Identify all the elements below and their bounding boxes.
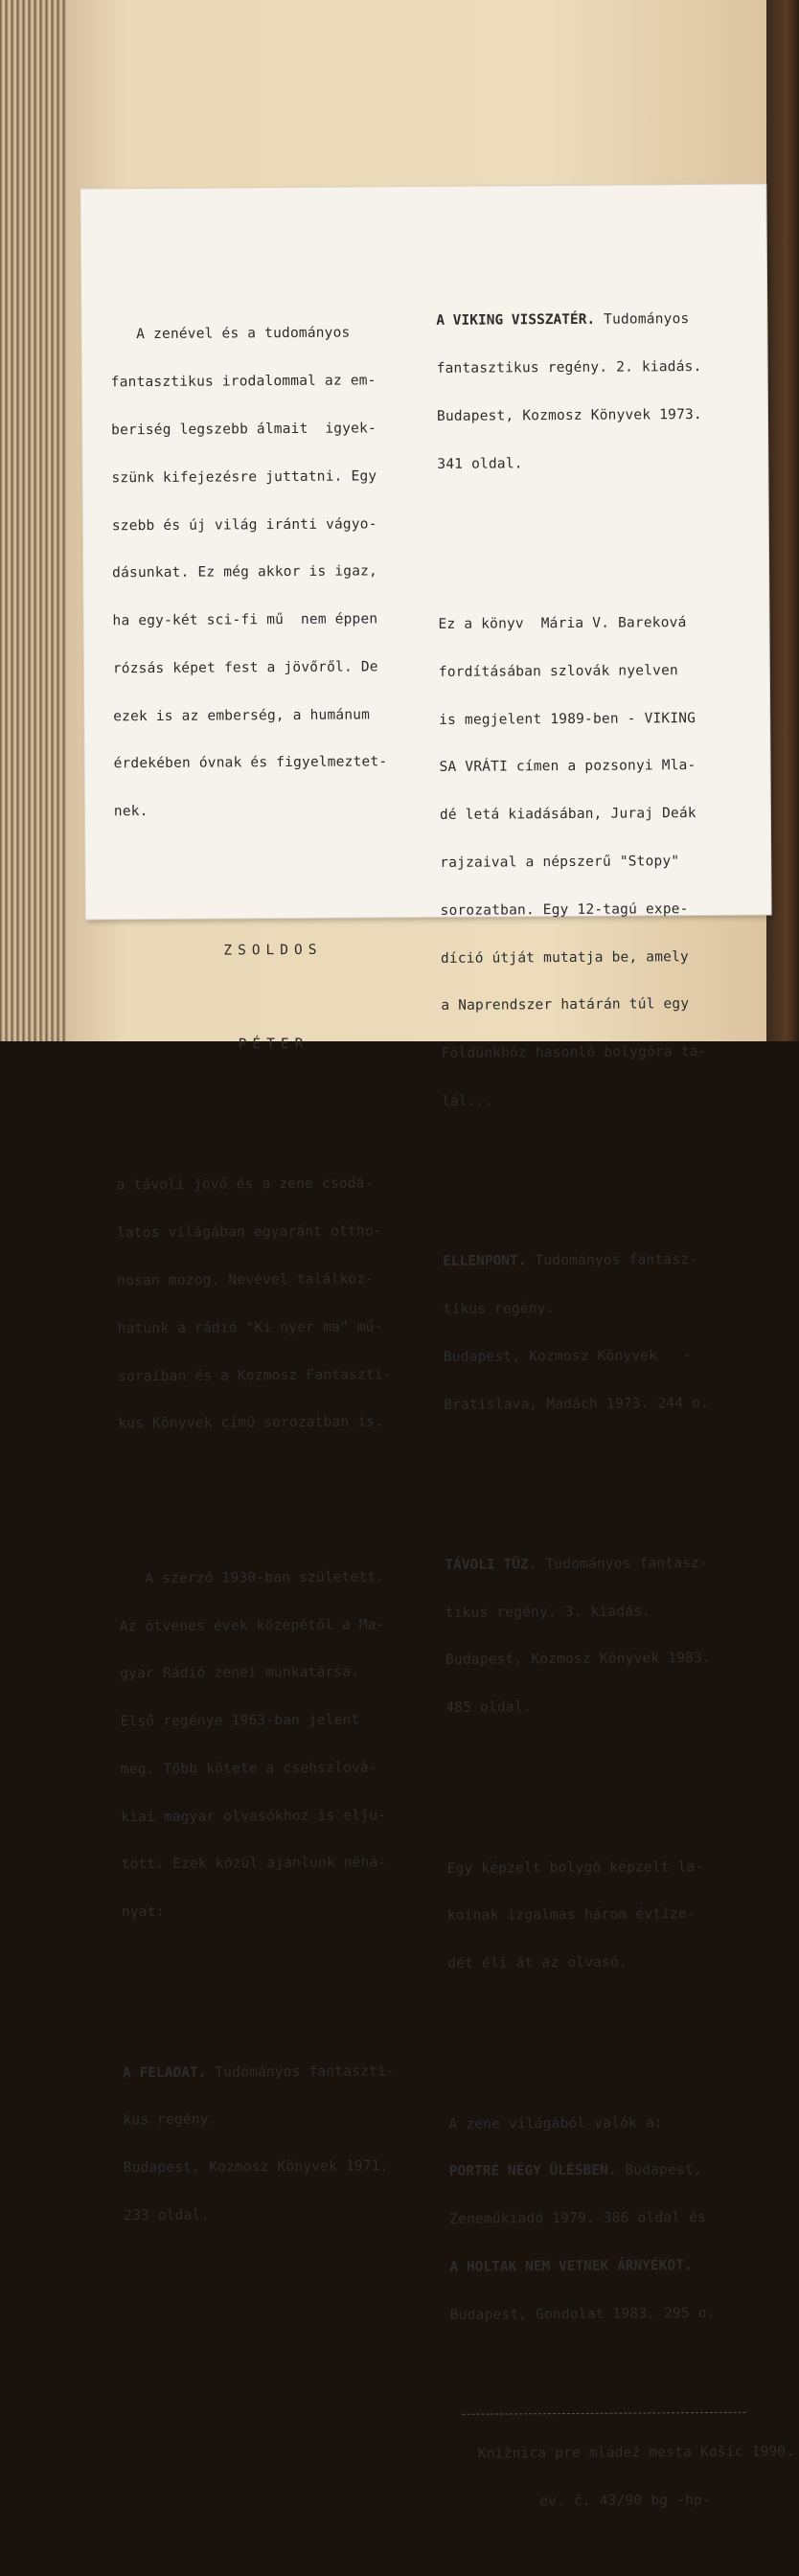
right-column bbox=[436, 248, 795, 2574]
text-line: Zeneműkiadó 1979. 386 oldal és bbox=[449, 2210, 707, 2227]
text-line: lál... bbox=[441, 1093, 493, 1109]
text-line: szünk kifejezésre juttatni. Egy bbox=[111, 468, 377, 487]
text-line: kus Könyvek című sorozatban is. bbox=[118, 1414, 384, 1432]
bio-paragraph bbox=[116, 1144, 434, 1464]
library-stamp bbox=[463, 2411, 795, 2542]
text-line: A szerző 1930-ban született. bbox=[119, 1569, 385, 1586]
text-line: Az ötvenes évek közepétől a Ma- bbox=[119, 1616, 385, 1634]
text-line: koinak izgalmas három évtize- bbox=[446, 1906, 696, 1925]
text-line: nek. bbox=[113, 804, 148, 820]
text-line: Budapest, Gondolat 1983. 295 o. bbox=[449, 2305, 716, 2323]
text-line: rózsás képet fest a jövőről. De bbox=[112, 659, 378, 677]
book-title: ELLENPONT. bbox=[443, 1253, 527, 1270]
text-line: érdekében óvnak és figyelmeztet- bbox=[113, 754, 388, 772]
birth-paragraph bbox=[119, 1537, 438, 1952]
text-line: 485 oldal. bbox=[445, 1699, 532, 1717]
text-line: dé letá kiadásában, Juraj Deák bbox=[439, 806, 696, 824]
text-line: szebb és új világ iránti vágyo- bbox=[111, 515, 377, 534]
bleed-through-shadow bbox=[249, 57, 747, 192]
book-title: A VIKING VISSZATÉR. bbox=[436, 312, 596, 330]
text-line: 233 oldal. bbox=[124, 2207, 210, 2224]
text-line: Budapest, Kozmosz Könyvek 1983. bbox=[445, 1651, 711, 1669]
text-line: nyat: bbox=[121, 1904, 165, 1921]
music-books bbox=[448, 2083, 776, 2355]
text-line: is megjelent 1989-ben - VIKING bbox=[439, 710, 696, 728]
text-line: Tudományos fantasz- bbox=[526, 1252, 698, 1269]
text-line: fantasztikus irodalommal az em- bbox=[110, 373, 377, 391]
text-line: tikus regény. bbox=[443, 1301, 555, 1317]
text-line: a Naprendszer határán túl egy bbox=[441, 996, 690, 1014]
book-title: PORTRÉ NÉGY ÜLÉSBEN. bbox=[448, 2162, 617, 2180]
text-line: nosan mozog. Nevével találkoz- bbox=[117, 1271, 375, 1289]
text-line: kus regény. bbox=[123, 2111, 217, 2129]
text-line: sorozatban. Egy 12-tagú expe- bbox=[440, 900, 689, 919]
text-line: 341 oldal. bbox=[437, 456, 523, 472]
text-line: Tudományos fantaszti- bbox=[206, 2063, 395, 2081]
book-title: A HOLTAK NEM VETNEK ÁRNYÉKOT. bbox=[449, 2257, 693, 2275]
text-line: meg. Több kötete a csehszlová- bbox=[120, 1760, 377, 1778]
text-line: díció útját mutatja be, amely bbox=[440, 948, 689, 967]
text-line: ezek is az emberség, a humánum bbox=[113, 707, 371, 724]
text-line: gyar Rádió zenei munkatársa. bbox=[120, 1664, 360, 1682]
text-line: ha egy-két sci-fi mű nem éppen bbox=[112, 611, 378, 629]
text-line: Földünkhöz hasonló bolygóra ta- bbox=[441, 1044, 707, 1061]
text-line: beriség legszebb álmait igyek- bbox=[111, 421, 377, 439]
left-column bbox=[110, 262, 441, 2288]
text-line: dét éli át az olvasó. bbox=[447, 1954, 628, 1972]
text-line: fordításában szlovák nyelven bbox=[438, 663, 678, 680]
text-line: kiai magyar olvasókhoz is elju- bbox=[121, 1807, 387, 1825]
text-line: Budapest, bbox=[616, 2162, 702, 2178]
book-cover-edge bbox=[766, 0, 799, 1041]
text-line: Tudományos fantasz- bbox=[536, 1555, 709, 1573]
text-line: Budapest, Kozmosz Könyvek - bbox=[443, 1347, 692, 1365]
text-line: Ez a könyv Mária V. Bareková bbox=[438, 615, 687, 632]
translation-paragraph bbox=[438, 582, 767, 1141]
book-entry-a-feladat bbox=[123, 2031, 441, 2256]
text-line: SA VRÁTI címen a pozsonyi Mla- bbox=[439, 758, 696, 776]
planet-paragraph bbox=[446, 1827, 773, 2004]
text-line: Első regénye 1963-ban jelent bbox=[120, 1712, 360, 1730]
text-line: dásunkat. Ez még akkor is igaz, bbox=[112, 563, 378, 581]
text-line: a távoli jövő és a zene csodá- bbox=[116, 1175, 374, 1194]
page-edges bbox=[0, 0, 67, 1041]
author-surname: ZSOLDOS bbox=[223, 943, 323, 959]
text-line: latos világában egyaránt ottho- bbox=[116, 1223, 382, 1242]
author-given-name: PÉTER bbox=[238, 1037, 309, 1053]
book-entry-ellenpont bbox=[443, 1220, 770, 1446]
text-line: Budapest, Kozmosz Könyvek 1973. bbox=[436, 406, 702, 424]
book-title: TÁVOLI TŰZ. bbox=[445, 1557, 537, 1573]
stamp-line: ev. č. 43/90 bg -hp- bbox=[539, 2492, 711, 2509]
text-line: Budapest, Kozmosz Könyvek 1971. bbox=[123, 2158, 389, 2177]
text-line: rajzaival a népszerű "Stopy" bbox=[440, 854, 680, 871]
book-entry-viking bbox=[436, 280, 764, 505]
text-line: hatunk a rádió "Ki nyer ma" mű- bbox=[117, 1319, 383, 1337]
text-line: Egy képzelt bolygó képzelt la- bbox=[446, 1858, 704, 1877]
text-line: A zene világából valók a: bbox=[448, 2114, 663, 2132]
intro-paragraph bbox=[110, 293, 430, 852]
text-line: soraiban és a Kozmosz Fantaszti- bbox=[117, 1366, 392, 1384]
stamp-line: Knižnica pre mládež mesta Košíc 1990. bbox=[477, 2444, 795, 2462]
book-entry-tavoli-tuz bbox=[445, 1523, 772, 1748]
text-line: tikus regény. 3. kiadás. bbox=[445, 1604, 651, 1621]
book-title: A FELADAT. bbox=[123, 2064, 207, 2081]
text-line: A zenével és a tudományos bbox=[110, 325, 351, 343]
text-line: Bratislava, Madách 1973. 244 o. bbox=[444, 1395, 710, 1413]
text-line: tott. Ezek közül ajánlunk néhá- bbox=[121, 1855, 387, 1873]
text-line: Tudományos bbox=[595, 311, 690, 329]
inserted-leaflet bbox=[80, 185, 795, 2509]
text-line: fantasztikus regény. 2. kiadás. bbox=[436, 359, 702, 377]
